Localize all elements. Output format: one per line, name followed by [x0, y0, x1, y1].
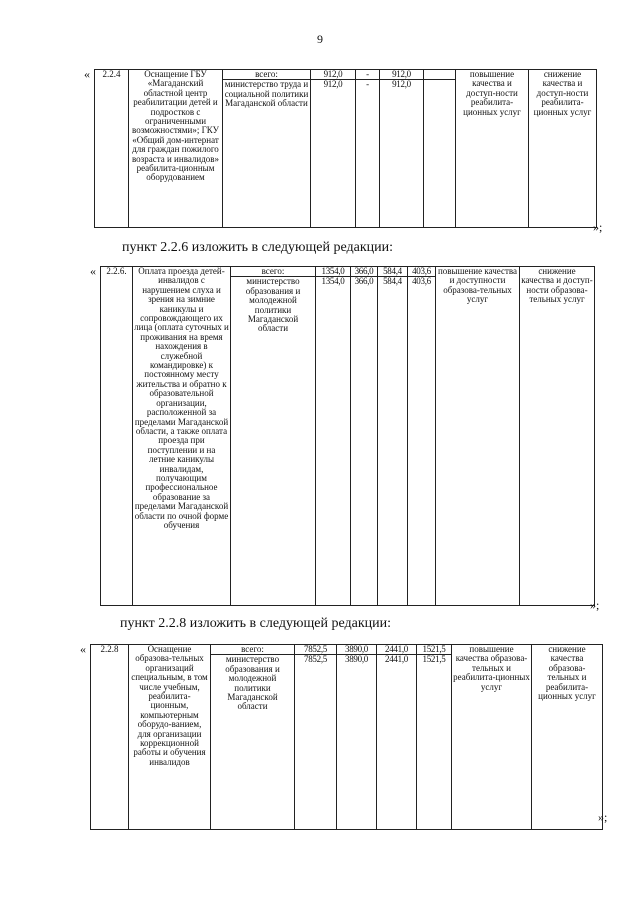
table-row-2-2-6 [100, 266, 595, 606]
total-label: всего: [261, 266, 285, 276]
total-value: 912,0 [323, 69, 343, 79]
executor-value: 912,0 [380, 79, 423, 89]
executor-value: 3890,0 [337, 654, 376, 664]
executor-name: министерство труда и социальной политики Магаданской области [224, 79, 309, 109]
value-cell [311, 70, 356, 228]
indicator-cell: снижение качества и доступ-ности реабилита-ционных услуг [529, 70, 597, 228]
executor-value: 584,4 [378, 276, 407, 286]
executor-value: 912,0 [311, 79, 355, 89]
executor-cell [211, 645, 295, 830]
result-cell: повышение качества образова-тельных и реабилита-ционных услуг [452, 645, 532, 830]
page-number: 9 [317, 32, 323, 46]
executor-value: 366,0 [351, 276, 377, 286]
executor-value: 1354,0 [316, 276, 350, 286]
total-value: 7852,5 [304, 644, 327, 654]
closing-quote: »; [593, 220, 603, 234]
opening-quote: « [84, 67, 90, 81]
executor-value: 1521,5 [417, 654, 451, 664]
section-heading: пункт 2.2.8 изложить в следующей редакции: [120, 616, 391, 631]
executor-value: 7852,5 [295, 654, 336, 664]
total-value: - [366, 69, 369, 79]
total-value: 1354,0 [321, 266, 345, 276]
item-number: 2.2.4 [95, 70, 129, 228]
total-value [425, 70, 454, 79]
opening-quote: « [90, 264, 96, 278]
value-cell [295, 645, 337, 830]
executor-value: - [356, 79, 379, 89]
value-cell [424, 70, 456, 228]
value-cell [356, 70, 380, 228]
value-cell [316, 267, 351, 606]
total-value: 912,0 [392, 69, 411, 79]
value-cell [408, 267, 436, 606]
value-cell [351, 267, 378, 606]
total-value: 584,4 [383, 266, 402, 276]
executor-name: министерство образования и молодежной политики Магаданской области [231, 276, 315, 333]
total-value: 403,6 [412, 266, 431, 276]
item-name: Оснащение образова-тельных организаций специальным, в том числе учебным, реабилита-ционным, компьютерным оборудо-ванием, для организации коррекционной работы и обучения инвалидов [129, 645, 211, 830]
item-number: 2.2.8 [91, 645, 129, 830]
value-cell [337, 645, 377, 830]
closing-quote: »; [598, 810, 608, 824]
executor-cell [231, 267, 316, 606]
total-label: всего: [241, 644, 264, 654]
executor-cell [223, 70, 311, 228]
total-value: 2441,0 [385, 644, 408, 654]
indicator-cell: снижение качества и доступ-ности образова-тельных услуг [520, 267, 595, 606]
total-label: всего: [255, 69, 278, 79]
result-cell: повышение качества и доступ-ности реабилита-ционных услуг [456, 70, 529, 228]
table-row-2-2-8 [90, 644, 603, 830]
value-cell [377, 645, 417, 830]
closing-quote: »; [590, 598, 600, 612]
item-number: 2.2.6. [101, 267, 133, 606]
value-cell [378, 267, 408, 606]
section-heading: пункт 2.2.6 изложить в следующей редакции: [122, 240, 393, 255]
item-name: Оснащение ГБУ «Магаданский областной центр реабилитации детей и подростков с ограниченными возможностями»; ГКУ «Общий дом-интернат для граждан пожилого возраста и инвалидов» реабилита-ционным оборудованием [129, 70, 223, 228]
result-cell: повышение качества и доступности образова-тельных услуг [436, 267, 520, 606]
opening-quote: « [80, 642, 86, 656]
item-name: Оплата проезда детей-инвалидов с нарушением слуха и зрения на зимние каникулы и сопровождающего их лица (оплата суточных и проживания на время нахождения в служебной командировке) к постоянному месту жительства и обратно к образовательной организации, расположенной за пределами Магаданской области, а также оплата проезда при поступлении и на летние каникулы инвалидам, получающим профессиональное образование за пределами Магаданской области по очной форме обучения [133, 267, 231, 606]
indicator-cell: снижение качества образова-тельных и реабилита-ционных услуг [532, 645, 603, 830]
value-cell [417, 645, 452, 830]
executor-value [424, 79, 455, 89]
total-value: 3890,0 [345, 644, 368, 654]
executor-value: 2441,0 [377, 654, 416, 664]
total-value: 1521,5 [422, 644, 446, 654]
executor-value: 403,6 [408, 276, 435, 286]
table-row-2-2-4 [94, 69, 597, 228]
total-value: 366,0 [354, 266, 374, 276]
value-cell [380, 70, 424, 228]
executor-name: министерство образования и молодежной политики Магаданской области [211, 654, 294, 711]
